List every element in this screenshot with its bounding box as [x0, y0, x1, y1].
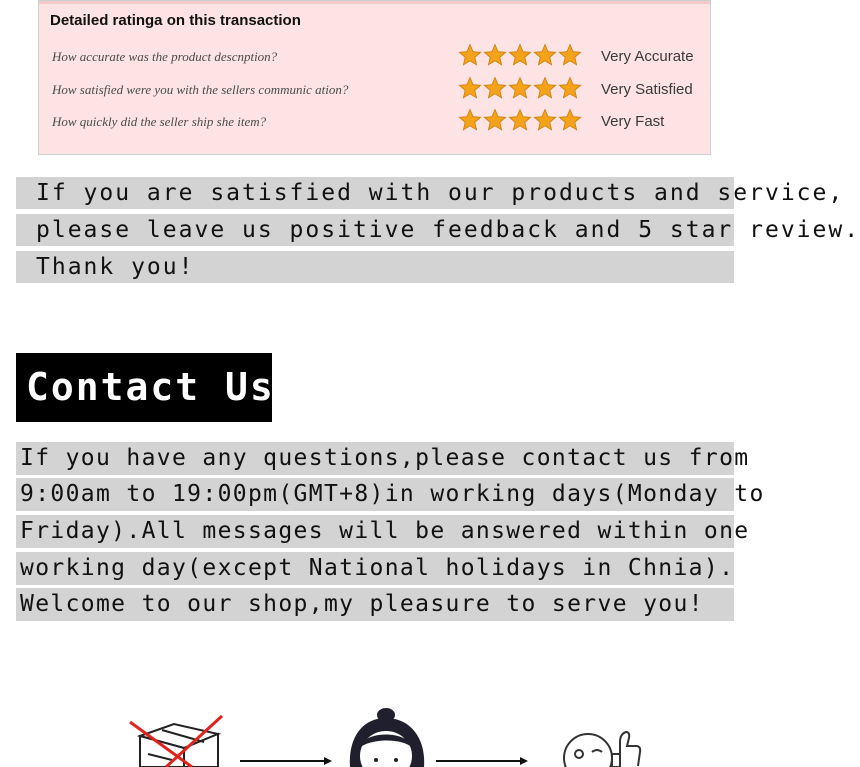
- star-icon: [483, 108, 507, 132]
- contact-line: [16, 552, 734, 585]
- star-icon: [508, 108, 532, 132]
- rating-question: How accurate was the product descnption?: [52, 49, 278, 64]
- feedback-line: [16, 251, 734, 283]
- contact-us-heading: Contact Us: [16, 353, 272, 422]
- arrow-right-icon: [436, 756, 528, 766]
- rating-verdict: Very Fast: [601, 113, 665, 130]
- star-icon: [508, 76, 532, 100]
- star-icon: [533, 43, 557, 67]
- star-rating: [458, 43, 583, 69]
- star-icon: [458, 108, 482, 132]
- rating-verdict: Very Satisfied: [601, 81, 693, 98]
- star-icon: [458, 76, 482, 100]
- contact-line: [16, 478, 765, 511]
- ratings-card-top-rule: [39, 1, 710, 4]
- feedback-line-text: If you are satisfied with our products and service,: [36, 180, 845, 206]
- contact-line-text: If you have any questions,please contact us from: [20, 445, 750, 471]
- ratings-title: Detailed ratinga on this transaction: [50, 12, 301, 29]
- rating-question: How satisfied were you with the sellers communic ation?: [52, 82, 349, 97]
- contact-line-text: Welcome to our shop,my pleasure to serve you!: [20, 591, 704, 617]
- star-icon: [508, 43, 532, 67]
- contact-line-text: 9:00am to 19:00pm(GMT+8)in working days(Monday to: [20, 481, 765, 507]
- crossed-box-icon: [126, 714, 226, 767]
- star-rating: [458, 76, 583, 102]
- star-rating: [458, 108, 583, 134]
- star-icon: [458, 43, 482, 67]
- rating-row-accuracy: [52, 45, 702, 69]
- star-icon: [483, 76, 507, 100]
- rating-row-shipping: [52, 110, 702, 134]
- contact-line-text: working day(except National holidays in Chnia).: [20, 555, 735, 581]
- star-icon: [558, 43, 582, 67]
- rating-row-communication: [52, 78, 702, 102]
- contact-line: [16, 442, 750, 475]
- feedback-line: [16, 177, 845, 209]
- contact-line: [16, 515, 750, 548]
- star-icon: [558, 76, 582, 100]
- star-icon: [483, 43, 507, 67]
- arrow-right-icon: [240, 756, 332, 766]
- feedback-line-text: Thank you!: [36, 254, 195, 280]
- star-icon: [533, 108, 557, 132]
- support-person-icon: [342, 708, 432, 767]
- rating-verdict: Very Accurate: [601, 48, 694, 65]
- feedback-line-text: please leave us positive feedback and 5 star review.: [36, 217, 860, 243]
- service-flow-illustration: [0, 690, 750, 767]
- ratings-card: [38, 0, 711, 155]
- contact-line: [16, 588, 734, 621]
- feedback-line: [16, 214, 860, 246]
- happy-face-thumbs-up-icon: [560, 728, 644, 767]
- contact-line-text: Friday).All messages will be answered within one: [20, 518, 750, 544]
- star-icon: [533, 76, 557, 100]
- rating-question: How quickly did the seller ship she item?: [52, 114, 267, 129]
- star-icon: [558, 108, 582, 132]
